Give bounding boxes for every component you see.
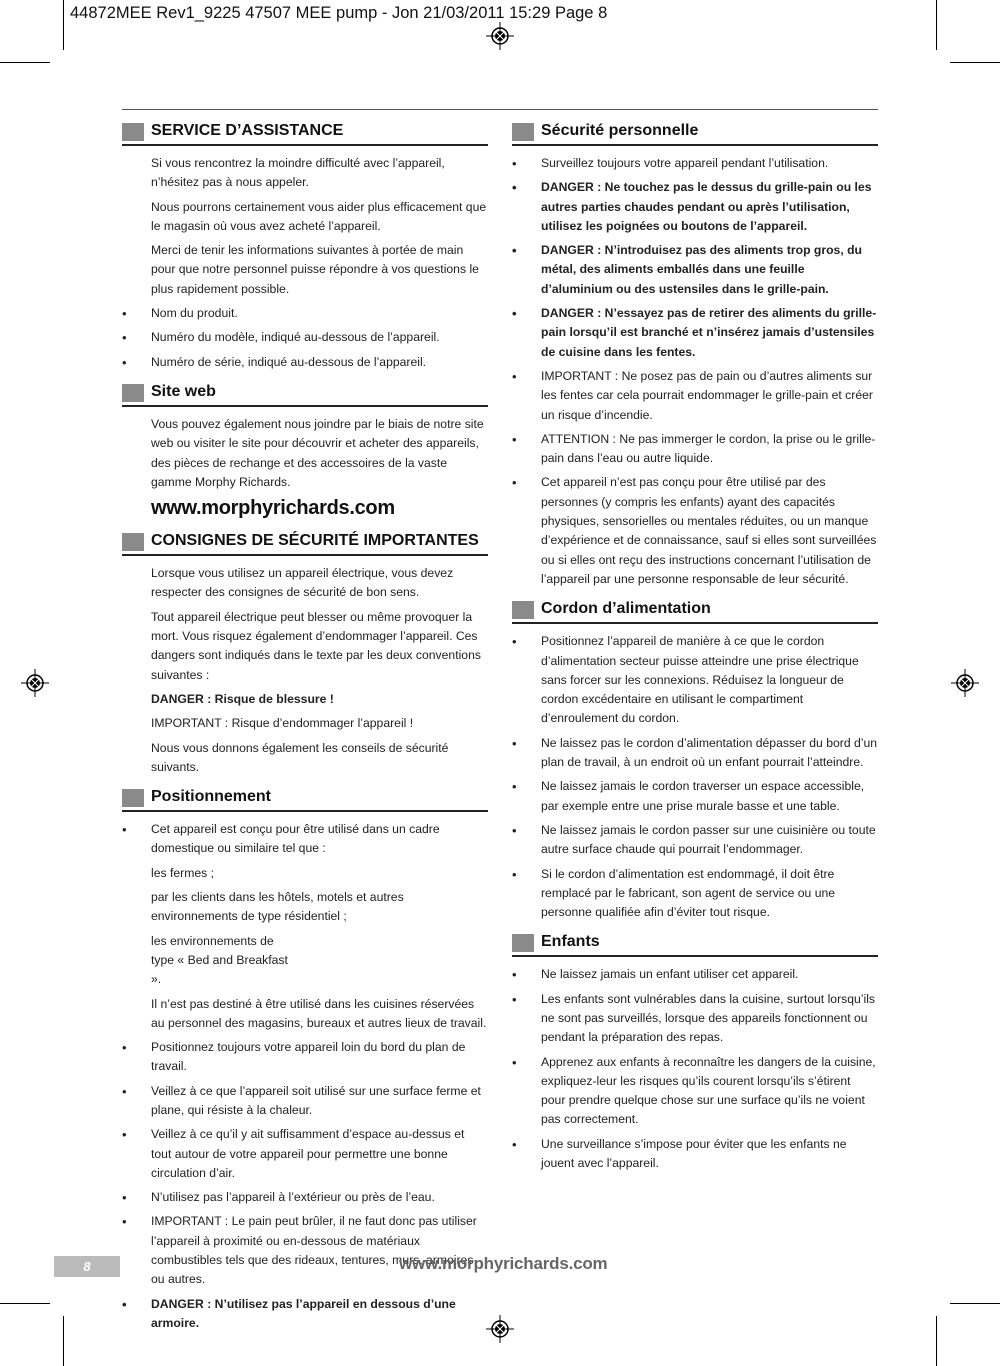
bullet-item: • Les enfants sont vulnérables dans la cuisine, surtout lorsqu’ils ne sont pas surveillés, lorsque des appareils fonctionnent ou pendant la préparation des repas.: [512, 990, 878, 1048]
section-service: [122, 120, 488, 372]
paragraph: Si vous rencontrez la moindre difficulté avec l’appareil, n’hésitez pas à nous appeler.: [151, 156, 445, 190]
crop-mark: [936, 1316, 937, 1366]
heading-marker-icon: [122, 384, 144, 402]
bullet-item: • Numéro de série, indiqué au-dessous de l’appareil.: [122, 353, 488, 372]
section-safety: [122, 530, 488, 777]
footer-url: www.morphyrichards.com: [399, 1254, 608, 1273]
paragraph: Merci de tenir les informations suivantes à portée de main pour que notre personnel puisse répondre à vos questions le plus rapidement possible.: [151, 243, 479, 296]
bullet-item-danger: • DANGER : N’introduisez pas des aliments trop gros, du métal, des aliments emballés dans une feuille d’aluminium ou des ustensiles dans le grille-pain.: [512, 241, 878, 299]
bullet-item: • Positionnez l’appareil de manière à ce que le cordon d’alimentation secteur puisse atteindre une prise électrique sans forcer sur les connexions. Réduisez la longueur de cordon excédentaire en utilisant le compartiment d’enroulement du cordon.: [512, 632, 878, 728]
bullet-item: • Nom du produit.: [122, 304, 488, 323]
bullet-item: • Ne laissez jamais le cordon traverser un espace accessible, par exemple entre une prise murale basse et une table.: [512, 777, 878, 816]
crop-mark: [936, 0, 937, 50]
heading-title: Sécurité personnelle: [541, 122, 699, 139]
heading-title: Site web: [151, 382, 216, 400]
heading-marker-icon: [122, 789, 144, 807]
paragraph: Nous vous donnons également les conseils de sécurité suivants.: [151, 740, 449, 774]
bullet-item: • Une surveillance s’impose pour éviter que les enfants ne jouent avec l’appareil.: [512, 1135, 878, 1174]
bullet-item: • Veillez à ce qu’il y ait suffisamment d’espace au-dessus et tout autour de votre appareil pour permettre une bonne circulation d’air.: [122, 1125, 488, 1183]
section-heading: [512, 931, 878, 957]
paragraph: Tout appareil électrique peut blesser ou même provoquer la mort. Vous risquez également d’endommager l’appareil. Ces dangers sont indiqués dans le texte par les deux conventions suivantes :: [151, 609, 481, 682]
crop-mark: [950, 1303, 1000, 1304]
section-heading: [512, 598, 878, 624]
bullet-item: • IMPORTANT : Le pain peut brûler, il ne faut donc pas utiliser l’appareil à proximité ou en-dessous de matériaux combustibles tels que des rideaux, tentures, murs, armoires ou autres.: [122, 1212, 488, 1289]
registration-mark-icon: [21, 669, 49, 697]
section-children: [512, 931, 878, 1173]
bullet-item: • Cet appareil est conçu pour être utilisé dans un cadre domestique ou similaire tel que :: [122, 820, 488, 859]
heading-title: CONSIGNES DE SÉCURITÉ IMPORTANTES: [151, 532, 479, 550]
bullet-item: • N’utilisez pas l’appareil à l’extérieur ou près de l’eau.: [122, 1188, 488, 1207]
important-convention: IMPORTANT : Risque d’endommager l’appareil !: [151, 716, 414, 731]
section-power-cord: [512, 598, 878, 922]
section-heading: [122, 381, 488, 407]
crop-mark: [950, 62, 1000, 63]
bullet-item: • Cet appareil n’est pas conçu pour être utilisé par des personnes (y compris les enfants) ayant des capacités physiques, sensorielles ou mentales réduites, ou un manque d’expérience et de connaissance, sauf si elles sont surveillées ou si elles ont reçu des instructions concernant l’utilisation de l’appareil par une personne responsable de leur sécurité.: [512, 473, 878, 589]
bullet-item: • Ne laissez jamais un enfant utiliser cet appareil.: [512, 965, 878, 984]
bullet-item-danger: • DANGER : N’utilisez pas l’appareil en dessous d’une armoire.: [122, 1295, 488, 1334]
crop-mark: [0, 1303, 50, 1304]
heading-title: Positionnement: [151, 788, 272, 806]
heading-title: Cordon d’alimentation: [541, 600, 711, 618]
heading-marker-icon: [512, 934, 534, 952]
bullet-item-danger: • DANGER : N’essayez pas de retirer des aliments du grille-pain lorsqu’il est branché et n’insérez jamais d’ustensiles de cuisine dans les fentes.: [512, 304, 878, 362]
bullet-item: • Veillez à ce que l’appareil soit utilisé sur une surface ferme et plane, qui résiste à la chaleur.: [122, 1082, 488, 1121]
paragraph: Vous pouvez également nous joindre par le biais de notre site web ou visiter le site pour découvrir et acheter des appareils, des pièces de rechange et des accessoires de la vaste gamme Morphy Richards.: [151, 416, 484, 489]
bullet-item: • IMPORTANT : Ne posez pas de pain ou d’autres aliments sur les fentes car cela pourrait endommager le grille-pain et créer un risque d’incendie.: [512, 367, 878, 425]
crop-mark: [0, 62, 50, 63]
paragraph: Nous pourrons certainement vous aider plus efficacement que le magasin où vous avez acheté l’appareil.: [151, 199, 487, 233]
heading-marker-icon: [122, 533, 144, 551]
danger-convention: DANGER : Risque de blessure !: [151, 691, 334, 706]
right-column: [512, 120, 878, 1182]
crop-mark: [63, 0, 64, 50]
sub-item: Il n’est pas destiné à être utilisé dans les cuisines réservées au personnel des magasins, bureaux et autres lieux de travail.: [151, 996, 487, 1030]
bullet-item: • Ne laissez jamais le cordon passer sur une cuisinière ou toute autre surface chaude qui pourrait l’endommager.: [512, 821, 878, 860]
section-website: [122, 381, 488, 520]
website-url: www.morphyrichards.com: [151, 497, 395, 520]
page-number: 8: [54, 1256, 120, 1277]
sub-item: les fermes ;: [151, 865, 214, 880]
sub-item: par les clients dans les hôtels, motels et autres environnements de type résidentiel ;: [151, 890, 404, 924]
crop-mark: [63, 1316, 64, 1366]
paragraph: Lorsque vous utilisez un appareil électrique, vous devez respecter des consignes de sécurité de bon sens.: [151, 566, 454, 600]
sub-item: les environnements de type « Bed and Breakfast ».: [151, 933, 288, 987]
top-rule: [122, 109, 878, 110]
heading-title: Enfants: [541, 933, 600, 951]
section-heading: [122, 786, 488, 812]
heading-marker-icon: [122, 123, 144, 141]
section-heading: [122, 530, 488, 556]
registration-mark-icon: [951, 669, 979, 697]
left-column: [122, 120, 488, 1342]
heading-marker-icon: [512, 601, 534, 619]
bullet-item-danger: • DANGER : Ne touchez pas le dessus du grille-pain ou les autres parties chaudes pendant ou après l’utilisation, utilisez les poignées ou boutons de l’appareil.: [512, 178, 878, 236]
section-personal-safety: [512, 120, 878, 589]
bullet-item: • Apprenez aux enfants à reconnaître les dangers de la cuisine, expliquez-leur les risques qu’ils courent lorsqu’ils s’étirent pour prendre quelque chose sur une surface qu’ils ne voient pas correctement.: [512, 1053, 878, 1130]
heading-title: SERVICE D’ASSISTANCE: [151, 122, 344, 139]
bullet-item: • Surveillez toujours votre appareil pendant l’utilisation.: [512, 154, 878, 173]
bullet-item: • Numéro du modèle, indiqué au-dessous de l’appareil.: [122, 328, 488, 347]
section-heading: [512, 120, 878, 146]
section-positioning: [122, 786, 488, 1333]
bullet-item: • ATTENTION : Ne pas immerger le cordon, la prise ou le grille-pain dans l’eau ou autre liquide.: [512, 430, 878, 469]
registration-mark-icon: [486, 22, 514, 50]
bullet-item: • Si le cordon d’alimentation est endommagé, il doit être remplacé par le fabricant, son agent de service ou une personne qualifiée afin d’éviter tout risque.: [512, 865, 878, 923]
registration-mark-icon: [486, 1315, 514, 1343]
heading-marker-icon: [512, 123, 534, 141]
bullet-item: • Positionnez toujours votre appareil loin du bord du plan de travail.: [122, 1038, 488, 1077]
print-slug: 44872MEE Rev1_9225 47507 MEE pump - Jon 21/03/2011 15:29 Page 8: [70, 4, 608, 22]
bullet-item: • Ne laissez pas le cordon d’alimentation dépasser du bord d’un plan de travail, à un endroit où un enfant pourrait l’atteindre.: [512, 734, 878, 773]
section-heading: [122, 120, 488, 146]
